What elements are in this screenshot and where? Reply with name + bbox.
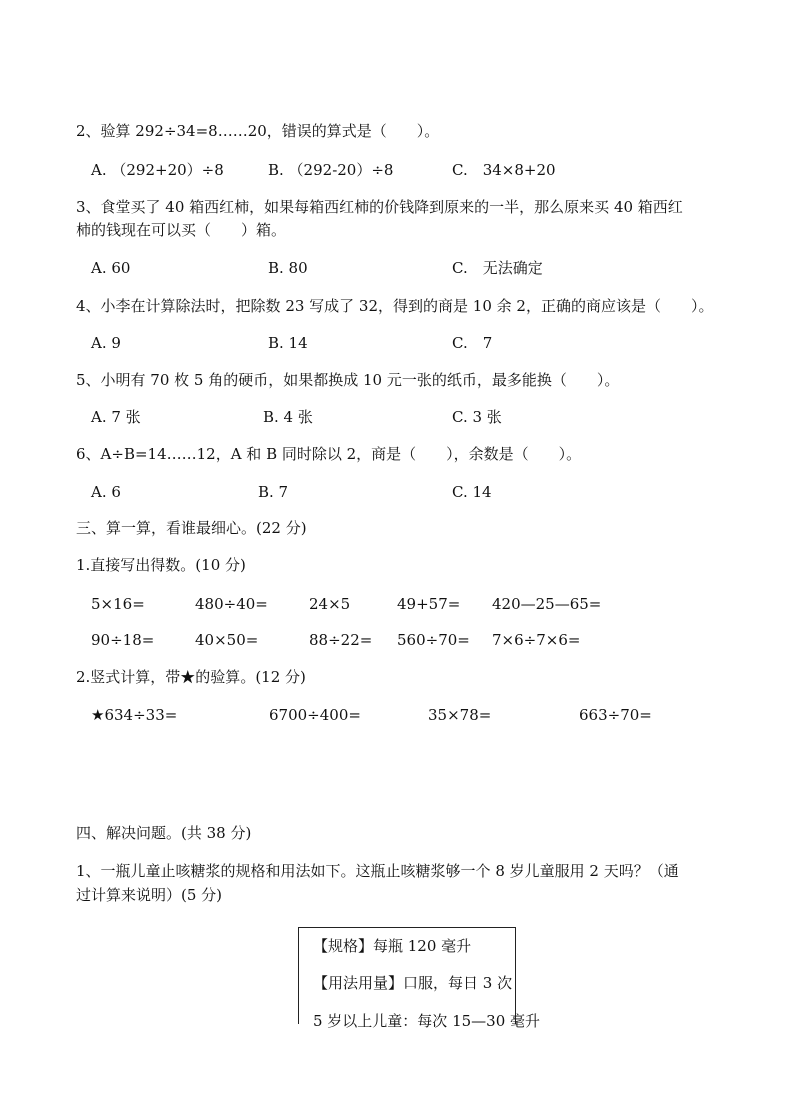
question-4-option-c: C. 7 xyxy=(452,334,493,352)
calc-item: 420—25—65= xyxy=(492,595,602,613)
question-4-option-a: A. 9 xyxy=(91,334,121,352)
question-2-option-a: A. （292+20）÷8 xyxy=(91,161,224,179)
question-3-option-b: B. 80 xyxy=(268,259,308,277)
section-3-part-2-title: 2.竖式计算，带★的验算。(12 分) xyxy=(76,668,306,686)
calc-item: 40×50= xyxy=(195,631,259,649)
medicine-spec: 【规格】每瓶 120 毫升 xyxy=(313,937,472,955)
question-3-option-a: A. 60 xyxy=(91,259,131,277)
medicine-info-box xyxy=(298,927,541,1030)
question-6-option-b: B. 7 xyxy=(258,483,289,501)
calc-item: 480÷40= xyxy=(195,595,268,613)
section-4-question-1-line-2: 过计算来说明）(5 分) xyxy=(76,886,223,904)
question-6-option-a: A. 6 xyxy=(91,483,121,501)
question-6-option-c: C. 14 xyxy=(452,483,492,501)
medicine-usage: 【用法用量】口服，每日 3 次 xyxy=(313,974,513,992)
calc-item: 88÷22= xyxy=(309,631,373,649)
vertical-calc-item: 663÷70= xyxy=(579,706,652,724)
question-2-stem: 2、验算 292÷34=8……20，错误的算式是（ ）。 xyxy=(76,122,440,140)
calc-item: 49+57= xyxy=(397,595,461,613)
medicine-dosage: 5 岁以上儿童：每次 15—30 毫升 xyxy=(313,1012,541,1030)
calc-item: 90÷18= xyxy=(91,631,155,649)
question-4-option-b: B. 14 xyxy=(268,334,308,352)
question-5-stem: 5、小明有 70 枚 5 角的硬币，如果都换成 10 元一张的纸币，最多能换（ ）。 xyxy=(76,371,620,389)
calc-item: 560÷70= xyxy=(397,631,470,649)
vertical-calc-item: 6700÷400= xyxy=(269,706,361,724)
question-5-option-b: B. 4 张 xyxy=(263,408,313,426)
vertical-calc-item: 35×78= xyxy=(428,706,492,724)
calc-item: 24×5 xyxy=(309,595,351,613)
question-5-option-c: C. 3 张 xyxy=(452,408,502,426)
question-5-option-a: A. 7 张 xyxy=(91,408,141,426)
section-4-question-1-line-1: 1、一瓶儿童止咳糖浆的规格和用法如下。这瓶止咳糖浆够一个 8 岁儿童服用 2 天吗？（通 xyxy=(76,862,679,880)
question-3-stem-line-1: 3、食堂买了 40 箱西红柿，如果每箱西红柿的价钱降到原来的一半，那么原来买 40 箱西红 xyxy=(76,198,683,216)
question-3-stem-line-2: 柿的钱现在可以买（ ）箱。 xyxy=(76,221,287,239)
calc-item: 7×6÷7×6= xyxy=(492,631,581,649)
question-6-stem: 6、A÷B=14……12，A 和 B 同时除以 2，商是（ ），余数是（ ）。 xyxy=(76,445,582,463)
question-3-option-c: C. 无法确定 xyxy=(452,259,543,277)
calc-item: 5×16= xyxy=(91,595,145,613)
question-2-option-b: B. （292-20）÷8 xyxy=(268,161,394,179)
question-4-stem: 4、小李在计算除法时，把除数 23 写成了 32，得到的商是 10 余 2，正确的商应该是（ ）。 xyxy=(76,297,714,315)
question-2-option-c: C. 34×8+20 xyxy=(452,161,556,179)
vertical-calc-item: ★634÷33= xyxy=(91,706,178,724)
section-4-title: 四、解决问题。(共 38 分) xyxy=(76,824,252,842)
section-3-part-1-title: 1.直接写出得数。(10 分) xyxy=(76,556,246,574)
section-3-title: 三、算一算，看谁最细心。(22 分) xyxy=(76,519,307,537)
